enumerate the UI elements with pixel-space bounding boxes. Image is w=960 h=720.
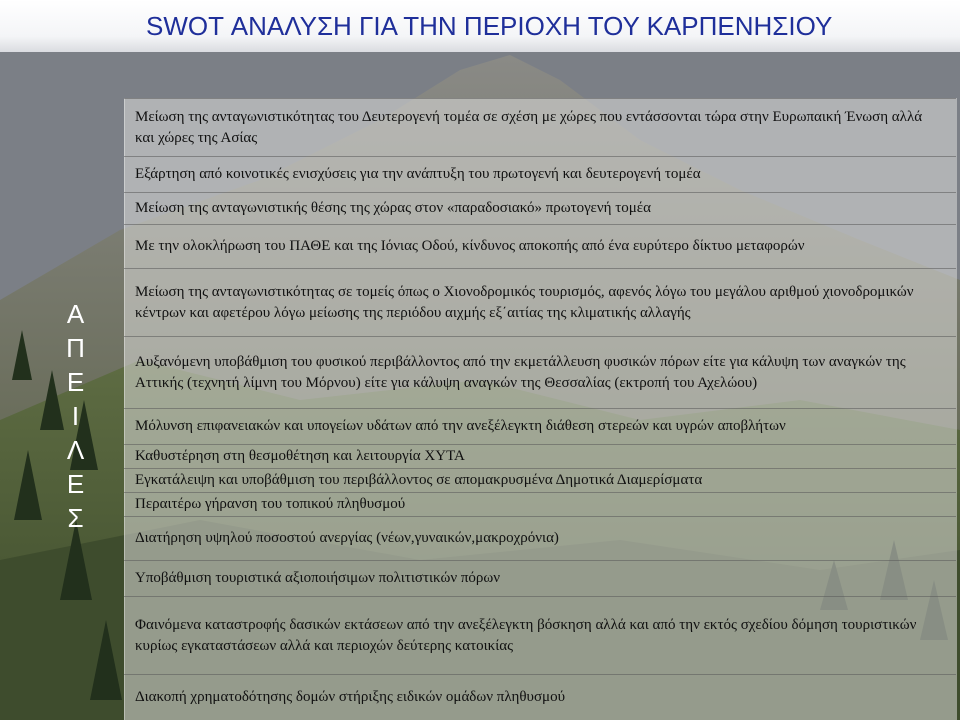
side-label-text: ΑΠΕΙΛΕΣ [60, 299, 91, 537]
side-label [30, 98, 120, 720]
threat-row [124, 516, 956, 560]
threat-row [124, 444, 956, 468]
threat-text: Υποβάθμιση τουριστικά αξιοποιήσιμων πολιτιστικών πόρων [135, 570, 501, 586]
threat-text: Εγκατάλειψη και υποβάθμιση του περιβάλλοντος σε απομακρυσμένα Δημοτικά Διαμερίσματα [135, 472, 703, 488]
threat-row [124, 596, 956, 674]
threat-text: Διακοπή χρηματοδότησης δομών στήριξης ειδικών ομάδων πληθυσμού [135, 689, 565, 705]
threat-text: Μείωση της ανταγωνιστικότητας σε τομείς όπως ο Χιονοδρομικός τουρισμός, αφενός λόγω του μεγάλου αριθμού χιονοδρομικών κέντρων και αφετέρου λόγω μείωσης της περιόδου αιχμής εξ΄αιτίας της κλιματικής αλλαγής [135, 283, 914, 321]
threat-row [124, 156, 956, 192]
threat-text: Καθυστέρηση στη θεσμοθέτηση και λειτουργία ΧΥΤΑ [135, 448, 465, 464]
threat-text: Διατήρηση υψηλού ποσοστού ανεργίας (νέων,γυναικών,μακροχρόνια) [135, 530, 559, 546]
threat-text: Μόλυνση επιφανειακών και υπογείων υδάτων από την ανεξέλεγκτη διάθεση στερεών και υγρών αποβλήτων [135, 418, 786, 434]
threat-row [124, 408, 956, 444]
threat-text: Με την ολοκλήρωση του ΠΑΘΕ και της Ιόνιας Οδού, κίνδυνος αποκοπής από ένα ευρύτερο δίκτυο μεταφορών [135, 238, 805, 254]
threat-row [124, 268, 956, 336]
threat-row [124, 674, 956, 720]
threat-row [124, 192, 956, 224]
threat-text: Αυξανόμενη υποβάθμιση του φυσικού περιβάλλοντος από την εκμετάλλευση φυσικών πόρων είτε για κάλυψη των αναγκών της Αττικής (τεχνητή λίμνη του Μόρνου) είτε για κάλυψη αναγκών της Θεσσαλίας (εκτροπή του Αχελώου) [135, 353, 906, 391]
threat-text: Περαιτέρω γήρανση του τοπικού πληθυσμού [135, 496, 406, 512]
threat-row [124, 98, 956, 156]
threat-text: Μείωση της ανταγωνιστικότητας του Δευτερογενή τομέα σε σχέση με χώρες που εντάσσονται τώρα στην Ευρωπαική Ένωση αλλά και χώρες της Ασίας [135, 108, 923, 146]
threat-row [124, 336, 956, 408]
threat-row [124, 560, 956, 596]
threat-row [124, 492, 956, 516]
threat-row [124, 224, 956, 268]
threat-text: Φαινόμενα καταστροφής δασικών εκτάσεων από την ανεξέλεγκτη βόσκηση αλλά και από την εκτός σχεδίου δόμηση τουριστικών κυρίως εγκαταστάσεων αλλά και περιοχών δεύτερης κατοικίας [135, 616, 917, 654]
threat-text: Μείωση της ανταγωνιστικής θέσης της χώρας στον «παραδοσιακό» πρωτογενή τομέα [135, 200, 651, 216]
threat-text: Εξάρτηση από κοινοτικές ενισχύσεις για την ανάπτυξη του πρωτογενή και δευτερογενή τομέα [135, 166, 701, 182]
threat-row [124, 468, 956, 492]
page-title: SWOT ΑΝΑΛΥΣΗ ΓΙΑ ΤΗΝ ΠΕΡΙΟΧΗ ΤΟΥ ΚΑΡΠΕΝΗΣΙΟΥ [146, 11, 833, 41]
